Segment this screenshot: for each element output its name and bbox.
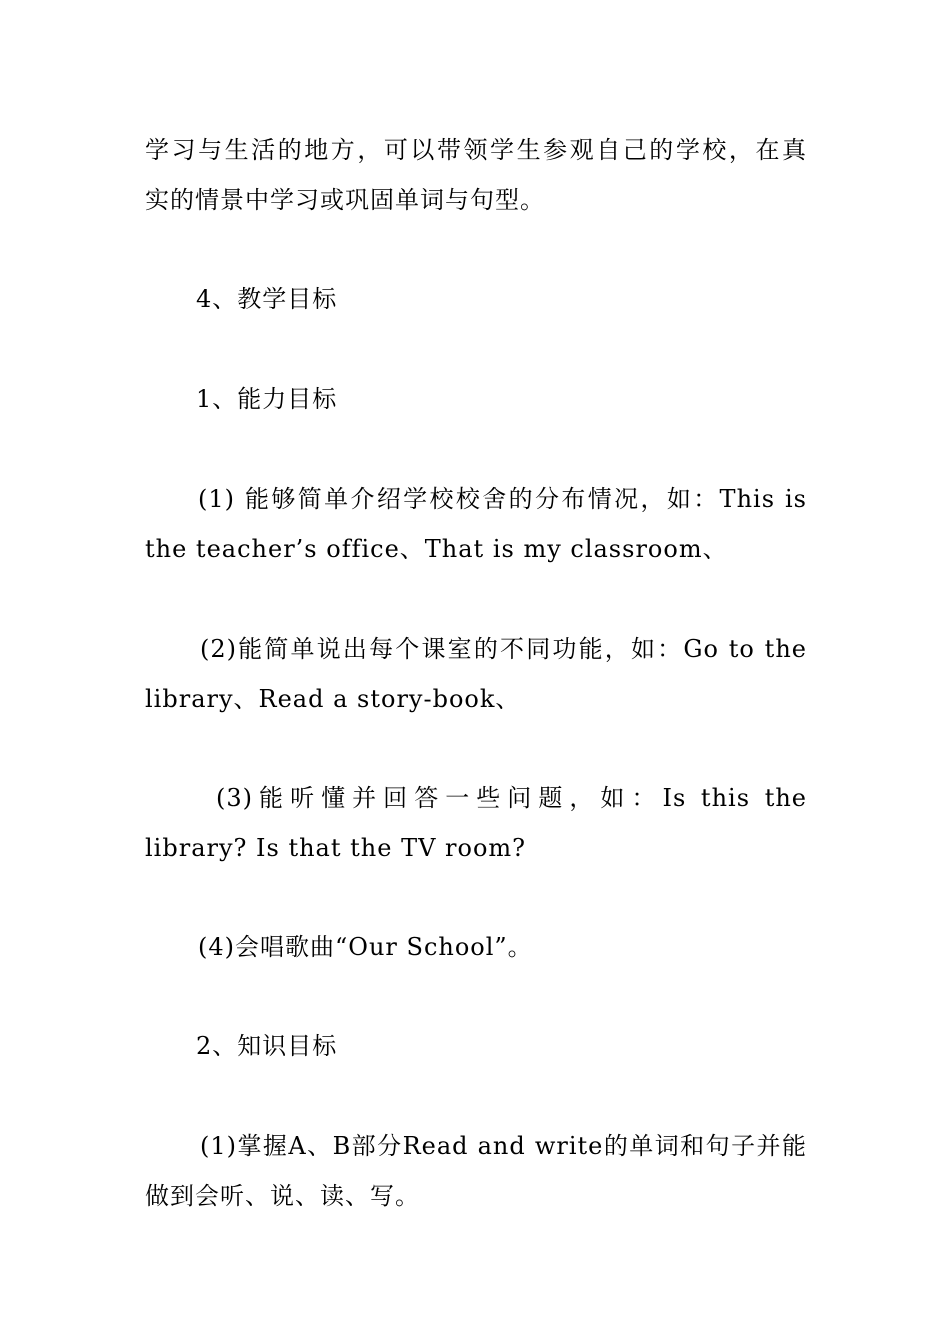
paragraph-intro-line-1: 学习与生活的地方，可以带领学生参观自己的学校，在真	[145, 136, 807, 164]
paragraph-intro-line-2: 实的情景中学习或巩固单词与句型。	[145, 186, 545, 214]
ability-item-1-line-1: (1) 能够简单介绍学校校舍的分布情况，如：This is	[198, 485, 807, 513]
heading-ability-objectives: 1、能力目标	[196, 385, 338, 413]
ability-item-2-line-2: library、Read a story-book、	[145, 685, 521, 713]
heading-knowledge-objectives: 2、知识目标	[196, 1032, 338, 1060]
ability-item-3-line-1: (3)能听懂并回答一些问题，如：Is this the	[216, 784, 807, 812]
ability-item-1-line-2: the teacher’s office、That is my classroom、	[145, 535, 728, 563]
knowledge-item-1-line-2: 做到会听、说、读、写。	[145, 1182, 420, 1210]
ability-item-2-line-1: (2)能简单说出每个课室的不同功能，如：Go to the	[200, 635, 807, 663]
ability-item-4: (4)会唱歌曲“Our School”。	[198, 933, 533, 961]
knowledge-item-1-line-1: (1)掌握A、B部分Read and write的单词和句子并能	[200, 1132, 807, 1160]
ability-item-3-line-2: library? Is that the TV room?	[145, 834, 527, 862]
heading-teaching-objectives: 4、教学目标	[196, 285, 338, 313]
